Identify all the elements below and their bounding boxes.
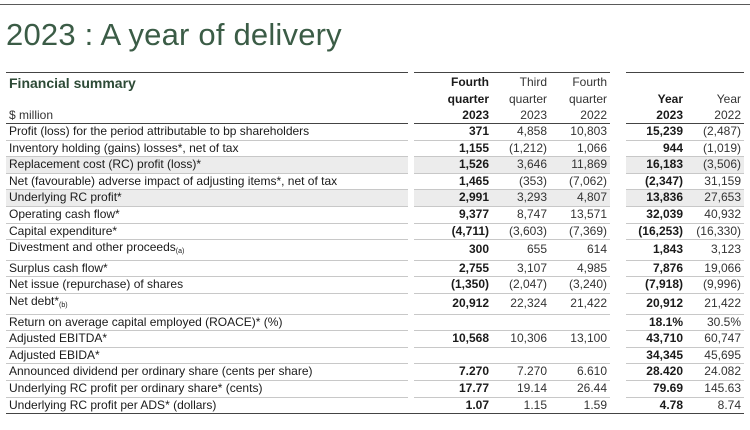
cell-year-2022: [686, 260, 744, 277]
cell-q4-2023: [414, 157, 492, 174]
cell-q4-2022-value: (7,369): [568, 223, 607, 238]
cell-year-2023: [626, 277, 686, 294]
cell-year-2022: [686, 314, 744, 331]
cell-q3-2023-value: 7.270: [516, 364, 547, 379]
cell-year-2022-value: 19,066: [704, 260, 741, 275]
cell-year-2022: [686, 347, 744, 364]
cell-year-2022-value: 60,747: [704, 331, 741, 346]
row-label-value: Profit (loss) for the period attributable to bp shareholders: [9, 124, 310, 138]
cell-year-2023-value: (2,347): [644, 173, 683, 188]
table-row: [6, 380, 744, 397]
cell-q3-2023-value: 1.15: [523, 397, 547, 412]
row-label: [6, 314, 408, 331]
row-label-value: Return on average capital employed (ROACE)* (%): [9, 314, 283, 329]
page-title: 2023 : A year of delivery: [6, 17, 342, 52]
cell-q3-2023-value: (353): [518, 173, 547, 188]
column-gap: [610, 364, 626, 381]
cell-q3-2023: [492, 364, 550, 381]
cell-q4-2023: [414, 240, 492, 261]
cell-q4-2023: [414, 260, 492, 277]
cell-year-2023-value: 1,843: [652, 242, 683, 257]
cell-q4-2022: [550, 397, 610, 414]
cell-q4-2022-value: 4,985: [576, 260, 607, 275]
cell-q4-2022: [550, 260, 610, 277]
cell-q4-2022: [550, 293, 610, 314]
table-row: [6, 364, 744, 381]
cell-year-2023-value: 13,836: [646, 190, 683, 205]
cell-q4-2022-value: 4,807: [576, 190, 607, 205]
col-header-q4-2022-line2: quarter: [568, 92, 607, 106]
cell-year-2022-value: 3,123: [710, 242, 741, 257]
cell-q3-2023: [492, 397, 550, 414]
cell-year-2022-value: 30.5%: [706, 314, 741, 329]
financial-summary-table: [6, 72, 744, 414]
cell-year-2023: [626, 347, 686, 364]
row-label-value: Adjusted EBIDA*: [9, 347, 100, 362]
cell-q4-2023: [414, 140, 492, 157]
cell-q4-2022-value: 1,066: [576, 140, 607, 155]
cell-q4-2022: [550, 124, 610, 141]
col-header-q4-2022-line3: 2022: [550, 107, 610, 124]
cell-q3-2023: [492, 223, 550, 240]
cell-q3-2023: [492, 206, 550, 223]
cell-q3-2023-value: 3,293: [516, 190, 547, 205]
cell-year-2023-value: 43,710: [646, 331, 683, 346]
cell-year-2023: [626, 206, 686, 223]
cell-q4-2022: [550, 347, 610, 364]
col-header-year-2022-line1: Year: [716, 92, 741, 106]
column-gap: [610, 124, 626, 141]
cell-year-2022-value: 145.63: [704, 380, 741, 395]
cell-q3-2023: [492, 190, 550, 207]
cell-year-2023: [626, 380, 686, 397]
cell-q3-2023-value: (1,212): [508, 140, 547, 155]
cell-q3-2023: [492, 380, 550, 397]
cell-q4-2022: [550, 206, 610, 223]
cell-year-2023: [626, 314, 686, 331]
cell-year-2023-value: (16,253): [638, 223, 683, 238]
cell-q4-2022-value: 26.44: [576, 380, 607, 395]
column-gap: [610, 277, 626, 294]
cell-year-2022-value: (3,506): [702, 157, 741, 172]
table-row: [6, 240, 744, 261]
row-label-value: Adjusted EBITDA*: [9, 331, 108, 346]
cell-year-2022: [686, 223, 744, 240]
column-gap: [610, 331, 626, 348]
row-label-value: Surplus cash flow*: [9, 260, 108, 275]
cell-year-2023: [626, 331, 686, 348]
cell-year-2022: [686, 331, 744, 348]
column-gap: [610, 140, 626, 157]
cell-q4-2022-value: (3,240): [568, 277, 607, 292]
cell-year-2023: [626, 397, 686, 414]
cell-q3-2023: [492, 260, 550, 277]
cell-q4-2023-value: 371: [468, 124, 489, 138]
cell-q4-2023-value: 2,991: [458, 190, 489, 205]
col-header-q4-2022-line1: Fourth: [550, 73, 610, 92]
cell-year-2023: [626, 364, 686, 381]
cell-q4-2023: [414, 331, 492, 348]
cell-year-2023-value: 15,239: [646, 124, 683, 138]
row-label: [6, 140, 408, 157]
cell-q3-2023: [492, 331, 550, 348]
cell-q3-2023: [492, 347, 550, 364]
cell-year-2022: [686, 364, 744, 381]
column-gap: [610, 206, 626, 223]
row-label-value: Replacement cost (RC) profit (loss)*: [9, 157, 202, 172]
cell-year-2023: [626, 190, 686, 207]
cell-year-2023-value: 28.420: [646, 364, 683, 379]
column-gap: [610, 397, 626, 414]
cell-q3-2023-value: 19.14: [516, 380, 547, 395]
cell-year-2022: [686, 277, 744, 294]
cell-year-2022-value: (1,019): [702, 140, 741, 155]
row-label: [6, 173, 408, 190]
cell-q3-2023: [492, 293, 550, 314]
cell-q4-2023: [414, 364, 492, 381]
cell-q4-2022: [550, 190, 610, 207]
cell-year-2022: [686, 173, 744, 190]
cell-year-2023: [626, 293, 686, 314]
cell-q3-2023: [492, 157, 550, 174]
cell-q4-2023-value: 1,526: [458, 157, 489, 172]
col-header-year-2023-line1: Year: [657, 92, 683, 106]
table-row: [6, 140, 744, 157]
cell-year-2023-value: 4.78: [659, 397, 683, 412]
cell-q3-2023-value: 8,747: [516, 206, 547, 221]
cell-year-2022-value: 31,159: [704, 173, 741, 188]
cell-year-2023: [626, 240, 686, 261]
cell-q4-2023-value: 17.77: [458, 380, 489, 395]
cell-year-2022: [686, 293, 744, 314]
table-row: [6, 331, 744, 348]
cell-q3-2023-value: 22,324: [510, 295, 547, 310]
cell-year-2022: [686, 240, 744, 261]
col-header-q3-2023-line1: Third: [492, 73, 550, 92]
cell-q4-2023-value: 2,755: [458, 260, 489, 275]
top-rule: [0, 4, 750, 5]
cell-q4-2023-value: 7.270: [458, 364, 489, 379]
cell-q4-2022: [550, 331, 610, 348]
cell-q4-2023: [414, 397, 492, 414]
column-gap: [610, 380, 626, 397]
cell-q4-2022: [550, 314, 610, 331]
cell-year-2023: [626, 124, 686, 141]
cell-year-2022-value: 27,653: [704, 190, 741, 205]
cell-q4-2022-value: 10,803: [570, 124, 607, 138]
cell-year-2022: [686, 157, 744, 174]
cell-q4-2022-value: 6.610: [576, 364, 607, 379]
units-label: $ million: [6, 107, 408, 124]
cell-q4-2023: [414, 124, 492, 141]
row-label: [6, 260, 408, 277]
cell-year-2023: [626, 140, 686, 157]
row-label-value: Capital expenditure*: [9, 223, 118, 238]
row-label: [6, 206, 408, 223]
cell-q4-2023: [414, 223, 492, 240]
cell-q4-2022-value: 1.59: [583, 397, 607, 412]
cell-q4-2023: [414, 347, 492, 364]
cell-year-2022-value: (16,330): [696, 223, 741, 238]
cell-q3-2023: [492, 277, 550, 294]
row-label: [6, 223, 408, 240]
cell-q4-2022: [550, 173, 610, 190]
col-header-q3-2023-line3: 2023: [492, 107, 550, 124]
column-gap: [610, 347, 626, 364]
cell-q3-2023-value: 10,306: [510, 331, 547, 346]
cell-year-2022-value: 40,932: [704, 206, 741, 221]
cell-year-2023: [626, 223, 686, 240]
cell-q4-2022: [550, 240, 610, 261]
table-row: [6, 173, 744, 190]
row-label-value: Inventory holding (gains) losses*, net of tax: [9, 140, 239, 155]
row-label-value: Net (favourable) adverse impact of adjusting items*, net of tax: [9, 173, 338, 188]
cell-year-2022-value: 24.082: [704, 364, 741, 379]
cell-year-2023-value: 18.1%: [648, 314, 683, 329]
cell-year-2023-value: 944: [662, 140, 683, 155]
cell-q3-2023-value: 4,858: [516, 124, 547, 138]
cell-q3-2023-value: (3,603): [508, 223, 547, 238]
cell-year-2023-value: 16,183: [646, 157, 683, 172]
cell-year-2022: [686, 140, 744, 157]
row-label-value: Underlying RC profit per ADS* (dollars): [9, 397, 217, 412]
row-label: [6, 190, 408, 207]
column-gap: [610, 314, 626, 331]
row-label: [6, 124, 408, 141]
cell-q4-2022-value: 13,571: [570, 206, 607, 221]
cell-year-2022-value: (2,487): [702, 124, 741, 138]
cell-year-2022-value: 21,422: [704, 295, 741, 310]
cell-q3-2023: [492, 140, 550, 157]
col-header-q4-2023-line2: quarter: [447, 92, 489, 106]
cell-year-2023-value: (7,918): [644, 277, 683, 292]
row-label-value: Net issue (repurchase) of shares: [9, 277, 184, 292]
row-label: [6, 380, 408, 397]
row-label: [6, 157, 408, 174]
table-row: [6, 277, 744, 294]
col-header-year-2023-line2: 2023: [626, 107, 686, 124]
cell-year-2023-value: 34,345: [646, 347, 683, 362]
table-heading: Financial summary: [6, 73, 408, 92]
footnote-ref: (a): [175, 248, 185, 256]
cell-q4-2023: [414, 173, 492, 190]
cell-year-2023-value: 7,876: [652, 260, 683, 275]
cell-q4-2023-value: 1,465: [458, 173, 489, 188]
row-label-value: Underlying RC profit*: [9, 190, 122, 205]
col-header-q4-2023-line3: 2023: [414, 107, 492, 124]
cell-year-2023-value: 79.69: [652, 380, 683, 395]
table-row: [6, 206, 744, 223]
cell-year-2023: [626, 173, 686, 190]
column-gap: [610, 190, 626, 207]
cell-q4-2022-value: 614: [586, 242, 607, 257]
cell-q4-2022: [550, 364, 610, 381]
cell-year-2023-value: 20,912: [646, 295, 683, 310]
cell-q4-2023-value: (4,711): [451, 223, 489, 238]
cell-q4-2023: [414, 380, 492, 397]
cell-q4-2022-value: 13,100: [570, 331, 607, 346]
table-row: [6, 314, 744, 331]
row-label-value: Underlying RC profit per ordinary share* (cents): [9, 380, 263, 395]
col-header-q3-2023-line2: quarter: [508, 92, 547, 106]
cell-q4-2023-value: 1,155: [458, 140, 489, 155]
cell-q4-2023: [414, 206, 492, 223]
cell-q4-2023-value: 10,568: [452, 331, 489, 346]
cell-q4-2023-value: 300: [468, 242, 489, 257]
col-header-q4-2023-line1: Fourth: [414, 73, 492, 92]
cell-q4-2023-value: 1.07: [465, 397, 489, 412]
row-label: [6, 277, 408, 294]
cell-q4-2022: [550, 380, 610, 397]
cell-year-2023: [626, 260, 686, 277]
cell-q3-2023-value: (2,047): [508, 277, 547, 292]
row-label: [6, 397, 408, 414]
cell-q4-2022: [550, 223, 610, 240]
row-label: [6, 347, 408, 364]
cell-q4-2023-value: 9,377: [458, 206, 489, 221]
column-gap: [610, 240, 626, 261]
cell-q4-2022: [550, 277, 610, 294]
table-body: [6, 124, 744, 414]
table-row: [6, 260, 744, 277]
cell-q4-2023-value: 20,912: [452, 295, 489, 310]
row-label: [6, 364, 408, 381]
cell-year-2022-value: (9,996): [702, 277, 741, 292]
col-header-year-2022-line2: 2022: [686, 107, 744, 124]
cell-year-2022: [686, 397, 744, 414]
row-label-value: Net debt*: [9, 293, 60, 308]
cell-year-2022: [686, 380, 744, 397]
cell-q3-2023: [492, 124, 550, 141]
cell-year-2023-value: 32,039: [646, 206, 683, 221]
column-gap: [610, 260, 626, 277]
table-row: [6, 190, 744, 207]
column-gap: [610, 157, 626, 174]
table-row: [6, 293, 744, 314]
cell-q4-2023-value: (1,350): [450, 277, 489, 292]
cell-q3-2023: [492, 240, 550, 261]
cell-q4-2023: [414, 314, 492, 331]
column-gap: [610, 293, 626, 314]
table-row: [6, 157, 744, 174]
cell-q4-2023: [414, 277, 492, 294]
table-row: [6, 397, 744, 414]
cell-q3-2023-value: 3,107: [516, 260, 547, 275]
cell-q4-2023: [414, 293, 492, 314]
row-label: [6, 331, 408, 348]
cell-q4-2022-value: 21,422: [570, 295, 607, 310]
cell-q4-2022-value: 11,869: [571, 157, 607, 172]
cell-year-2022: [686, 124, 744, 141]
column-gap: [610, 173, 626, 190]
row-label: [6, 240, 408, 261]
row-label-value: Operating cash flow*: [9, 206, 120, 221]
cell-q3-2023-value: 3,646: [516, 157, 547, 172]
row-label: [6, 293, 408, 314]
cell-q3-2023: [492, 314, 550, 331]
cell-year-2022: [686, 190, 744, 207]
cell-q4-2023: [414, 190, 492, 207]
row-label-value: Announced dividend per ordinary share (cents per share): [9, 364, 313, 379]
table-row: [6, 124, 744, 141]
cell-q3-2023-value: 655: [526, 242, 547, 257]
cell-year-2023: [626, 157, 686, 174]
row-label-value: Divestment and other proceeds: [9, 240, 176, 255]
cell-q4-2022-value: (7,062): [568, 173, 607, 188]
column-gap: [610, 223, 626, 240]
cell-year-2022: [686, 206, 744, 223]
table-row: [6, 347, 744, 364]
cell-q3-2023: [492, 173, 550, 190]
cell-year-2022-value: 45,695: [704, 347, 741, 362]
footnote-ref: (b): [59, 301, 68, 309]
cell-q4-2022: [550, 157, 610, 174]
table-row: [6, 223, 744, 240]
cell-year-2022-value: 8.74: [717, 397, 741, 412]
cell-q4-2022: [550, 140, 610, 157]
